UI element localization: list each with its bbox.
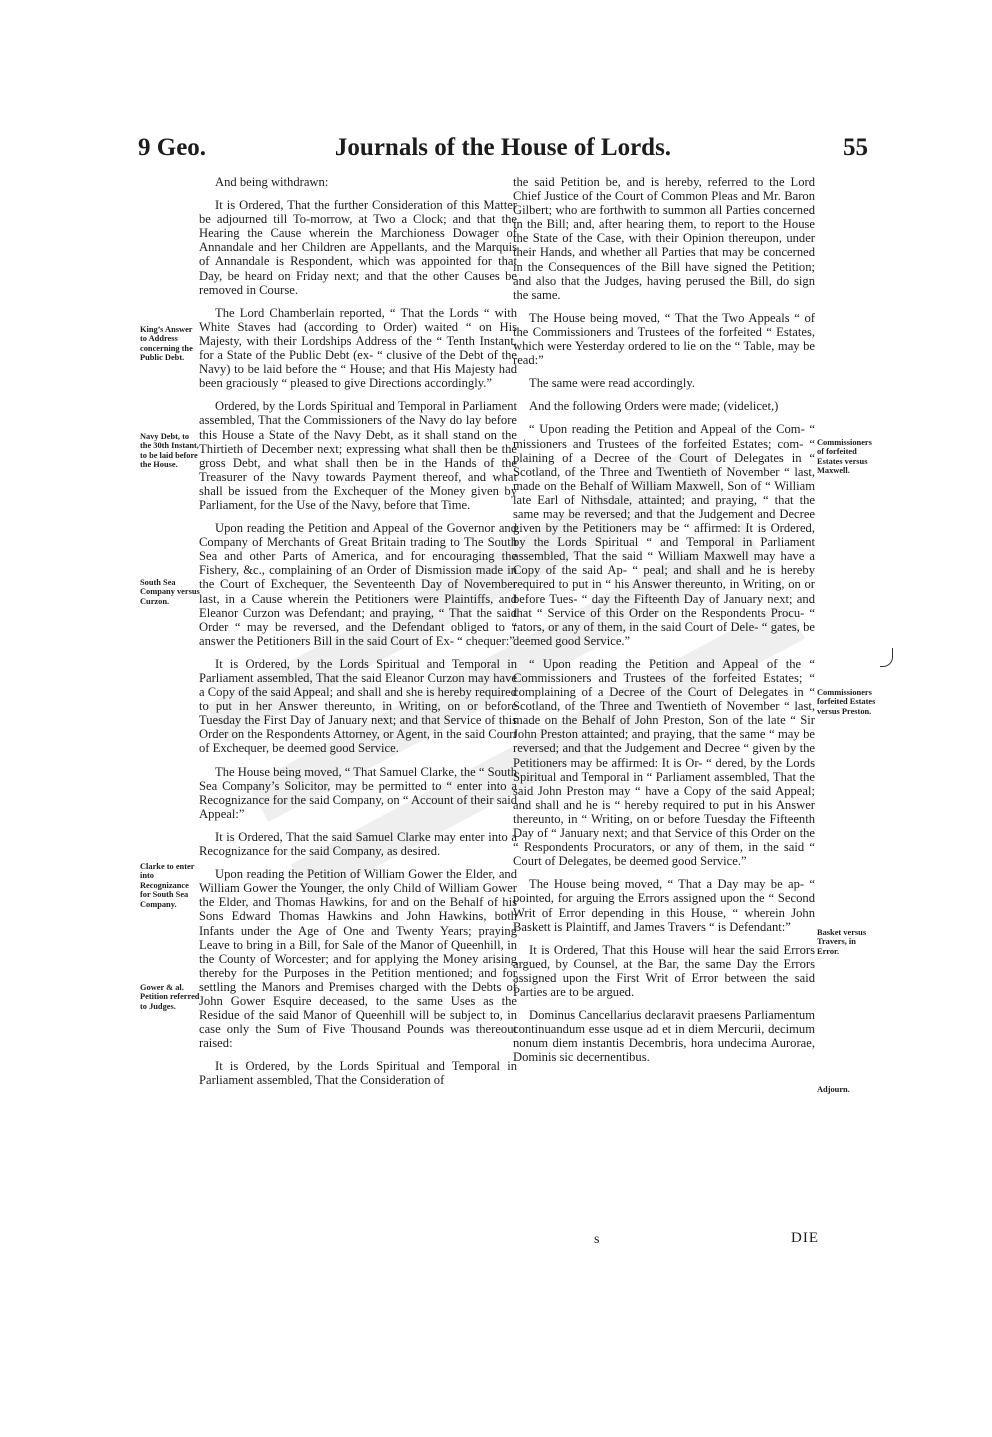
paragraph-preston-order: “ Upon reading the Petition and Appeal of the “ Commissioners and Trustees of the forfeited Estates; “ complaining of a Decree of the Court of Delegates in “ Scotland, of the Three and Twentieth of November “ last, made on the Behalf of John Preston, Son of the late “ Sir John Preston attainted; and praying, that the same “ may be reversed; and that the Judgement and Decree “ given by the Petitioners may be affirmed: It is Or- “ dered, by the Lords Spiritual and Temporal in “ Parliament assembled, That the said John Preston may “ have a Copy of the said Appeal; and shall and he is “ hereby required to put in his Answer thereunto, in “ Writing, on or before Tuesday the Fifteenth Day of “ January next; and that Service of this Order on the “ Respondents Procurators, or any of them, in the said “ Court of Delegates, be deemed good Service.” [513, 656, 815, 869]
paragraph-errors-order: It is Ordered, That this House will hear the said Errors argued, by Counsel, at the Bar, the same Day the Errors assigned upon the First Writ of Error between the said Parties are to be argued. [513, 942, 815, 999]
paragraph-chamberlain-report: The Lord Chamberlain reported, “ That the Lords “ with White Staves had (according to Order) waited “ on His Majesty, with their Lordships Address of the “ Tenth Instant, for a State of the Public Debt (ex- “ clusive of the Debt of the Navy) to be laid before the “ House; and that His Majesty had been graciously “ pleased to give Directions accordingly.” [199, 305, 517, 391]
paragraph-judges-referral: the said Petition be, and is hereby, referred to the Lord Chief Justice of the Court of Common Pleas and Mr. Baron Gilbert; who are forthwith to summon all Parties concerned in the Bill; and, after hearing them, to report to the House the State of the Case, with their Opinion thereupon, under their Hands, and whether all Parties that may be concerned in the Consequences of the Bill have signed the Petition; and also that the Judges, having perused the Bill, do sign the same. [513, 175, 815, 302]
paragraph-adjournment-latin: Dominus Cancellarius declaravit praesens Parliamentum continuandum esse usque ad et in diem Mercurii, decimum nonum diem instantis Decembris, hora undecima Aurorae, Dominis sic decernentibus. [513, 1008, 815, 1065]
running-title: Journals of the House of Lords. [334, 134, 672, 161]
paragraph-gower-order: It is Ordered, by the Lords Spiritual and Temporal in Parliament assembled, That the Consideration of [199, 1059, 517, 1088]
paragraph-withdrawn: And being withdrawn: [215, 175, 329, 189]
right-column [513, 175, 815, 1073]
page-header [138, 134, 868, 174]
margin-note-maxwell: Commissioners of forfeited Estates versus Maxwell. [817, 438, 872, 476]
paragraph-gower-petition: Upon reading the Petition of William Gower the Elder, and William Gower the Younger, the only Child of William Gower the Elder, and Thomas Hawkins, for and on the Behalf of his Sons Edward Thomas Hawkins and John Hawkins, both Infants under the Age of One and Twenty Years; praying Leave to bring in a Bill, for Sale of the Manor of Queenhill, in the County of Worcester; and for applying the Money arising thereby for the Purposes in the Petition mentioned; and for settling the Manors and Premises charged with the Debts of John Gower Esquire deceased, to the same Uses as the Residue of the said Manor of Queenhill will be subject to, in case only the Sum of Five Thousand Pounds was thereout raised: [199, 867, 517, 1051]
signature-mark: s [594, 1232, 600, 1247]
handwritten-mark [880, 648, 893, 667]
margin-note-adjourn: Adjourn. [817, 1085, 850, 1094]
paragraph-orders-made: And the following Orders were made; (videlicet,) [529, 399, 779, 414]
regnal-year: 9 Geo. [138, 134, 207, 161]
margin-note-basket: Basket versus Travers, in Error. [817, 928, 867, 956]
margin-note-south-sea: South Sea Company versus Curzon. [140, 578, 200, 606]
margin-note-kings-answer: King’s Answer to Address concerning the Public Debt. [140, 325, 193, 363]
paragraph-appeals-motion: The House being moved, “ That the Two Appeals “ of the Commissioners and Trustees of the forfeited “ Estates, which were Yesterday ordered to lie on the “ Table, may be read:” [513, 310, 815, 368]
paragraph-south-sea-petition: Upon reading the Petition and Appeal of the Governor and Company of Merchants of Great Britain trading to The South Sea and other Parts of America, and for encouraging the Fishery, &c., complaining of an Order of Dismission made in the Court of Exchequer, the Seventeenth Day of November last, in a Cause wherein the Petitioners were Plaintiffs, and Eleanor Curzon was Defendant; and praying, “ That the said Order “ may be reversed, and the Defendant obliged to “ answer the Petitioners Bill in the said Court of Ex- “ chequer:” [199, 521, 517, 648]
paragraph-curzon-order: It is Ordered, by the Lords Spiritual and Temporal in Parliament assembled, That the said Eleanor Curzon may have a Copy of the said Appeal; and shall and she is hereby required to put in her Answer thereunto, in Writing, on or before Tuesday the First Day of January next; and that Service of this Order on the Respondents Attorney, or Agent, in the said Court of Exchequer, be deemed good Service. [199, 656, 517, 756]
margin-note-navy-debt: Navy Debt, to the 30th Instant, to be laid before the House. [140, 432, 199, 470]
paragraph-basket-motion: The House being moved, “ That a Day may be ap- “ pointed, for arguing the Errors assigned upon the “ Second Writ of Error depending in this House, “ wherein John Baskett is Plaintiff, and James Travers “ is Defendant:” [513, 877, 815, 934]
page-number: 55 [843, 134, 868, 161]
margin-note-gower: Gower & al. Petition referred to Judges. [140, 983, 200, 1011]
paragraph-clarke-order: It is Ordered, That the said Samuel Clarke may enter into a Recognizance for the said Company, as desired. [199, 829, 517, 859]
left-column [199, 175, 517, 1097]
paragraph-maxwell-order: “ Upon reading the Petition and Appeal of the Com- “ missioners and Trustees of the forfeited Estates; com- “ plaining of a Decree of the Court of Delegates in “ Scotland, of the Three and Twentieth of November “ last, made on the Behalf of William Maxwell, Son of “ William late Earl of Nithsdale, attainted; and praying, “ that the same may be reversed; and that the Judgement and Decree given by the Petitioners may be “ affirmed: It is Ordered, by the Lords Spiritual “ and Temporal in Parliament assembled, That the said “ William Maxwell may have a Copy of the said Ap- “ peal; and shall and he is hereby required to put in “ his Answer thereunto, in Writing, on or before Tues- “ day the Fifteenth Day of January next; and that “ Service of this Order on the Respondents Procu- “ rators, or any of them, in the said Court of Dele- “ gates, be deemed good Service.” [513, 422, 815, 648]
page-footer [0, 1232, 992, 1262]
margin-note-clarke: Clarke to enter into Recognizance for South Sea Company. [140, 862, 195, 909]
margin-note-preston: Commissioners forfeited Estates versus Preston. [817, 688, 876, 716]
paragraph-clarke-motion: The House being moved, “ That Samuel Clarke, the “ South Sea Company’s Solicitor, may be permitted to “ enter into a Recognizance for the said Company, on “ Account of their said Appeal:” [199, 764, 517, 821]
paragraph-adjournment-order: It is Ordered, That the further Consideration of this Matter be adjourned till To-morrow, at Two a Clock; and that the Hearing the Cause wherein the Marchioness Dowager of Annandale and her Children are Appellants, and the Marquis of Annandale is Respondent, which was appointed for that Day, be heard on Friday next; and that the other Causes be removed in Course. [199, 198, 517, 297]
catchword: DIE [791, 1230, 819, 1246]
paragraph-navy-debt-order: Ordered, by the Lords Spiritual and Temporal in Parliament assembled, That the Commissioners of the Navy do lay before this House a State of the Navy Debt, as it shall stand on the Thirtieth of December next; expressing what shall then be the gross Debt, and what shall then be in the Hands of the Treasurer of the Navy towards Payment thereof, and what shall be issued from the Exchequer of the Money given by Parliament, for the Use of the Navy, before that Time. [199, 399, 517, 512]
paragraph-read-accordingly: The same were read accordingly. [529, 376, 695, 391]
